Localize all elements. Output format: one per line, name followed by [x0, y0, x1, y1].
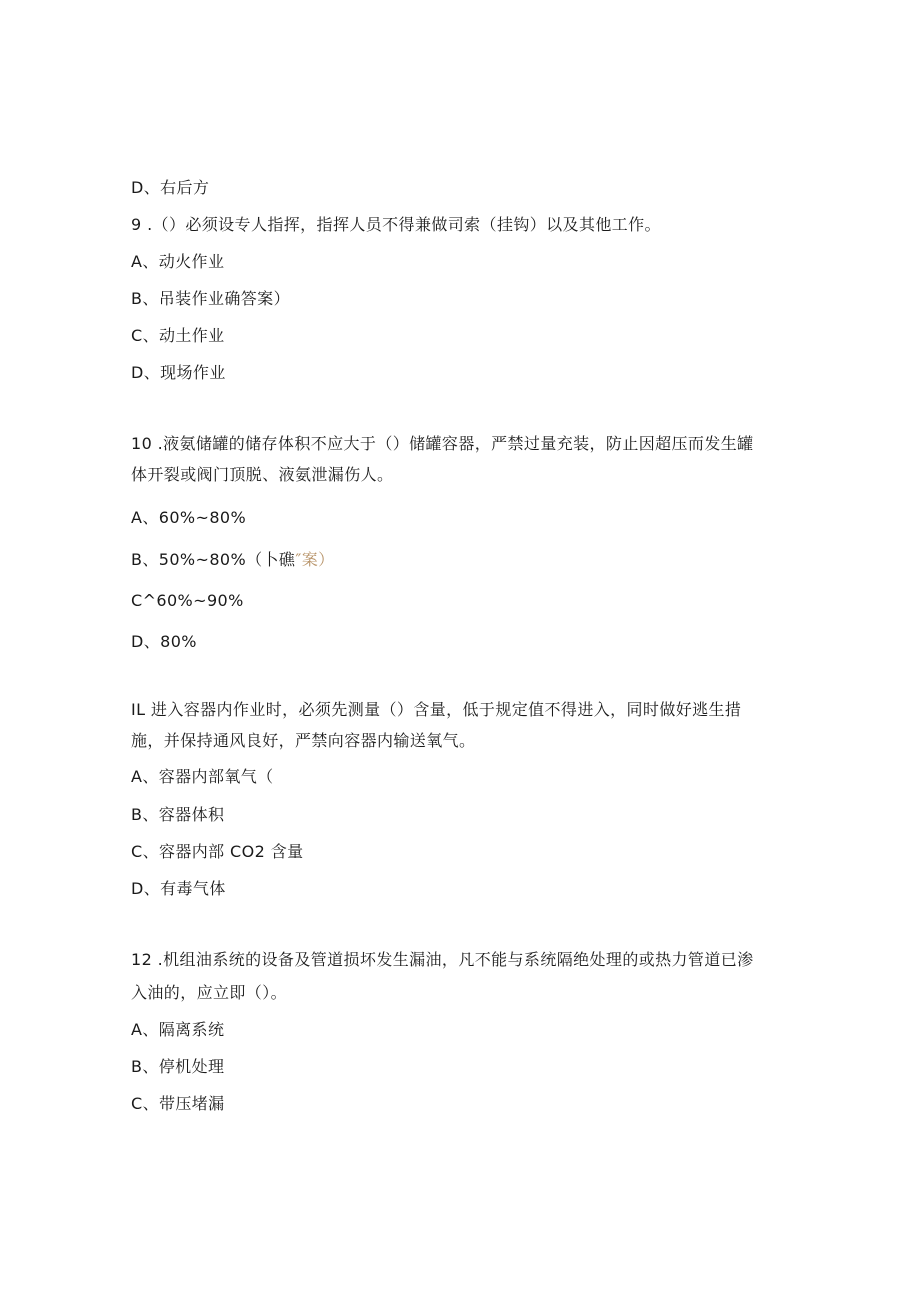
q9-option-a: A、动火作业 — [131, 252, 225, 271]
q11-option-a: A、容器内部氧气（ — [131, 767, 274, 786]
option-d-prev: D、右后方 — [131, 178, 210, 197]
question-10-line2: 体开裂或阀门顶脱、液氨泄漏伤人。 — [131, 465, 394, 484]
question-10-line1: 10 .液氨储罐的储存体积不应大于（）储罐容器，严禁过量充装，防止因超压而发生罐 — [131, 434, 754, 453]
q11-option-b: B、容器体积 — [131, 805, 225, 824]
q11-option-c: C、容器内部 CO2 含量 — [131, 842, 304, 861]
q11-option-d: D、有毒气体 — [131, 879, 226, 898]
question-9: 9 .（）必须设专人指挥，指挥人员不得兼做司索（挂钩）以及其他工作。 — [131, 215, 661, 234]
question-12-line2: 入油的，应立即（）。 — [131, 983, 288, 1002]
q10-option-b-faded: ″案） — [295, 550, 335, 569]
question-11-line1: IL 进入容器内作业时，必须先测量（）含量，低于规定值不得进入，同时做好逃生措 — [131, 700, 742, 719]
q10-option-b — [131, 550, 335, 570]
q9-option-c: C、动土作业 — [131, 326, 225, 345]
q12-option-a: A、隔离系统 — [131, 1020, 225, 1039]
q9-option-b: B、吊装作业确答案） — [131, 289, 290, 308]
q12-option-c: C、带压堵漏 — [131, 1094, 225, 1113]
q10-option-c: C^60%~90% — [131, 591, 244, 610]
q10-option-b-text: B、50%~80%（卜礁 — [131, 550, 296, 569]
question-12-line1: 12 .机组油系统的设备及管道损坏发生漏油，凡不能与系统隔绝处理的或热力管道已渗 — [131, 950, 754, 969]
q10-option-a: A、60%~80% — [131, 508, 247, 527]
q9-option-d: D、现场作业 — [131, 363, 226, 382]
q12-option-b: B、停机处理 — [131, 1057, 225, 1076]
q10-option-d: D、80% — [131, 632, 197, 651]
question-11-line2: 施，并保持通风良好，严禁向容器内输送氧气。 — [131, 731, 476, 750]
